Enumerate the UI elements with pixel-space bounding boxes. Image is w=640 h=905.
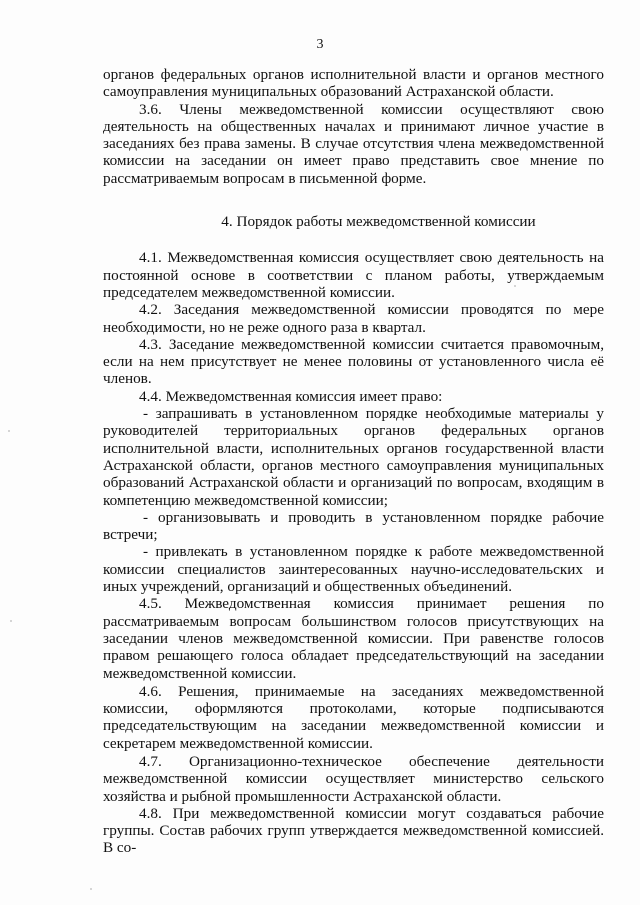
clause-4-4-item: - организовывать и проводить в установленном порядке рабочие встречи; xyxy=(103,508,604,544)
scan-speck xyxy=(514,285,516,287)
clause-3-6: 3.6. Члены межведомственной комиссии осуществляют свою деятельность на общественных началах и принимают личное участие в заседаниях без права замены. В случае отсутствия члена межведомственной комиссии на заседании он имеет право представить свое мнение по рассматриваемым вопросам в письменной форме. xyxy=(103,100,604,187)
clause-4-5: 4.5. Межведомственная комиссия принимает решения по рассматриваемым вопросам большинством голосов присутствующих на заседании членов межведомственной комиссии. При равенстве голосов правом решающего голоса обладает председательствующий на заседании межведомственной комиссии. xyxy=(103,595,604,682)
clause-4-4-item: - привлекать в установленном порядке к работе межведомственной комиссии специалистов заинтересованных научно-исследовательских и иных учреждений, организаций и общественных объединений. xyxy=(103,543,604,596)
clause-4-2: 4.2. Заседания межведомственной комиссии проводятся по мере необходимости, но не реже одного раза в квартал. xyxy=(103,301,604,336)
spacer xyxy=(103,187,604,213)
continuation-paragraph: органов федеральных органов исполнительной власти и органов местного самоуправления муниципальных образований Астраханской области. xyxy=(103,66,604,101)
section-heading: 4. Порядок работы межведомственной комиссии xyxy=(221,213,536,231)
scan-speck xyxy=(90,888,92,890)
clause-4-1: 4.1. Межведомственная комиссия осуществляет свою деятельность на постоянной основе в соответствии с планом работы, утверждаемым председателем межведомственной комиссии. xyxy=(103,249,604,301)
clause-4-7: 4.7. Организационно-техническое обеспечение деятельности межведомственной комиссии осуществляет министерство сельского хозяйства и рыбной промышленности Астраханской области. xyxy=(103,752,604,805)
clause-4-3: 4.3. Заседание межведомственной комиссии считается правомочным, если на нем присутствует не менее половины от установленного числа её членов. xyxy=(103,335,604,388)
clause-4-4-item: - запрашивать в установленном порядке необходимые материалы у руководителей территориальных органов федеральных органов исполнительной власти, исполнительных органов государственной власти Астраханской области, органов местного самоуправления муниципальных образований Астраханской области и организаций по вопросам, входящим в компетенцию межведомственной комиссии; xyxy=(103,405,604,509)
clause-4-8: 4.8. При межведомственной комиссии могут создаваться рабочие группы. Состав рабочих групп утверждается межведомственной комиссией. В со- xyxy=(103,804,604,857)
scan-speck xyxy=(10,620,12,622)
document-body xyxy=(103,66,604,857)
page-number: 3 xyxy=(316,37,324,52)
spacer xyxy=(103,230,604,249)
clause-4-6: 4.6. Решения, принимаемые на заседаниях межведомственной комиссии, оформляются протоколами, которые подписываются председательствующим на заседании межведомственной комиссии и секретарем межведомственной комиссии. xyxy=(103,682,604,752)
scan-speck xyxy=(8,430,10,432)
clause-4-4: 4.4. Межведомственная комиссия имеет право: xyxy=(139,387,443,405)
